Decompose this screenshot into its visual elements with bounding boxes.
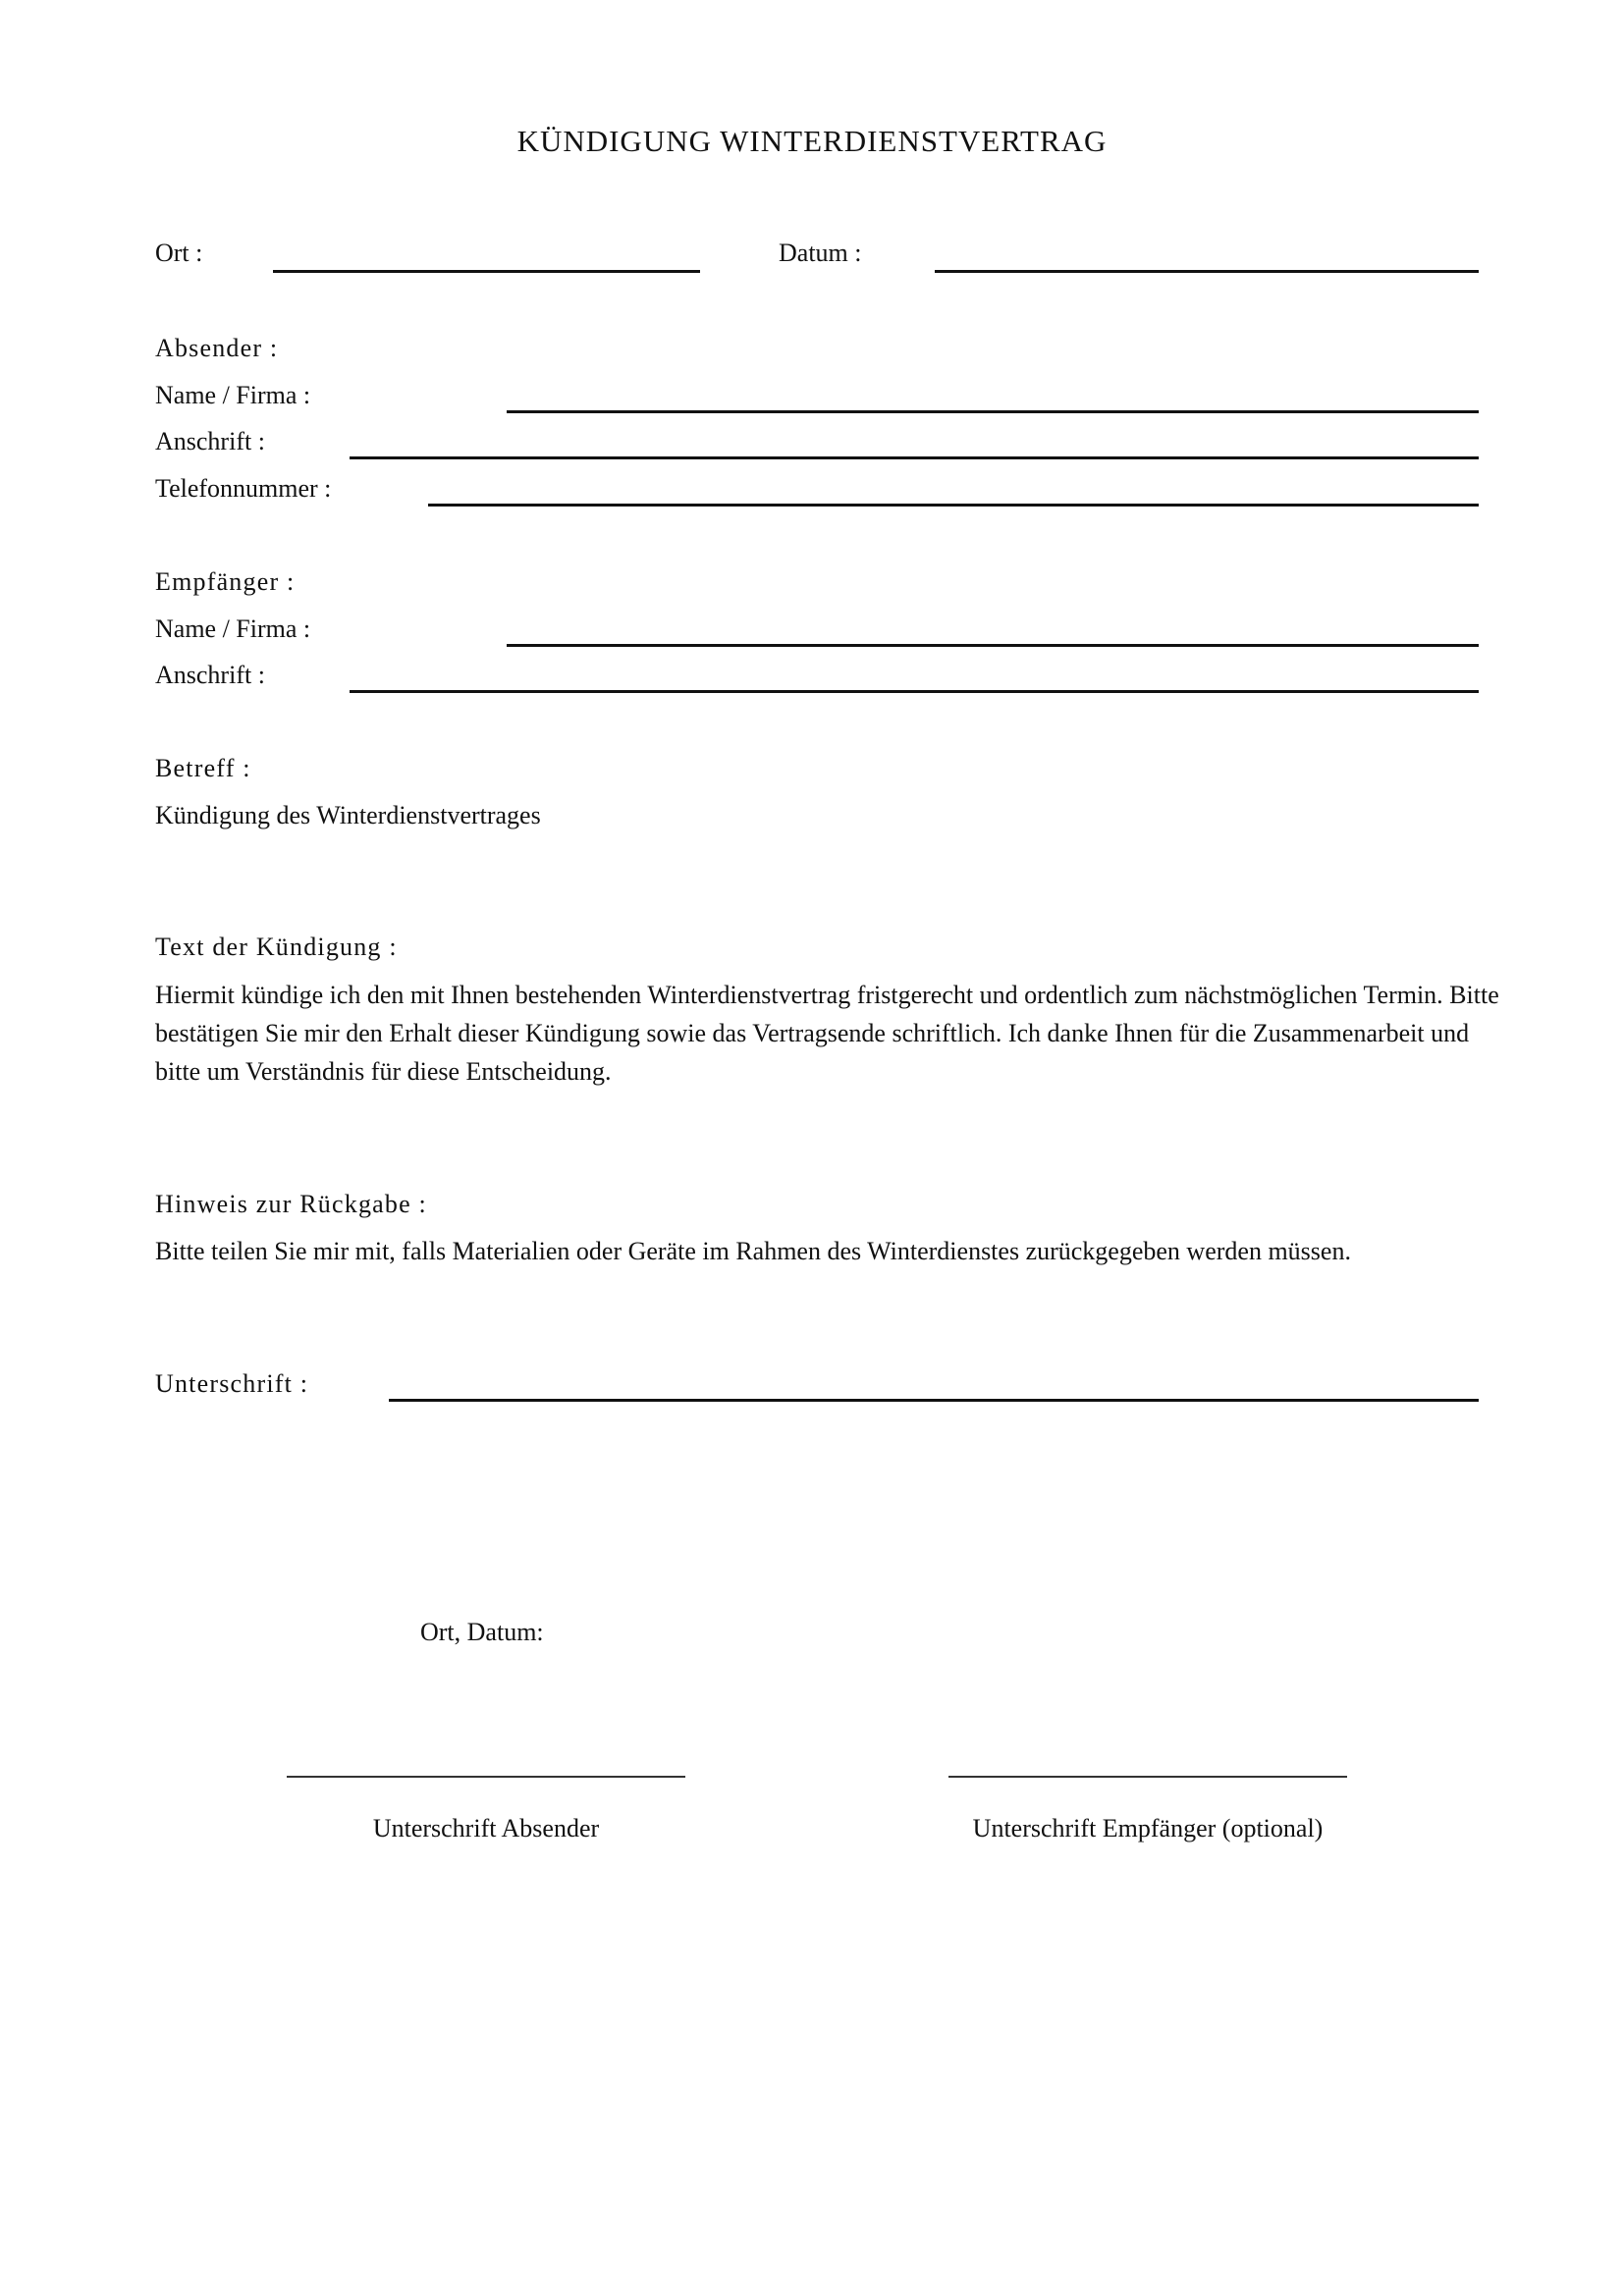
absender-telefon-field[interactable]	[428, 504, 1479, 507]
sig-absender-label: Unterschrift Absender	[372, 1814, 600, 1842]
document-title: KÜNDIGUNG WINTERDIENSTVERTRAG	[516, 124, 1108, 158]
empfaenger-name-field[interactable]	[507, 644, 1479, 647]
kuendigung-heading: Text der Kündigung :	[155, 933, 398, 961]
rueckgabe-text: Bitte teilen Sie mir mit, falls Materialien oder Geräte im Rahmen des Winterdienstes zurückgegeben werden müssen.	[155, 1237, 1351, 1265]
empfaenger-heading: Empfänger :	[155, 567, 296, 596]
datum-field[interactable]	[935, 270, 1479, 273]
rueckgabe-heading: Hinweis zur Rückgabe :	[155, 1190, 427, 1218]
absender-anschrift-field[interactable]	[350, 456, 1479, 459]
empfaenger-anschrift-label: Anschrift :	[155, 661, 265, 689]
footer-ort-datum-label: Ort, Datum:	[420, 1618, 544, 1646]
datum-label: Datum :	[779, 239, 862, 267]
unterschrift-field[interactable]	[389, 1399, 1479, 1402]
ort-field[interactable]	[273, 270, 700, 273]
betreff-text: Kündigung des Winterdienstvertrages	[155, 801, 541, 829]
absender-name-label: Name / Firma :	[155, 381, 311, 409]
empfaenger-anschrift-field[interactable]	[350, 690, 1479, 693]
kuendigung-text: Hiermit kündige ich den mit Ihnen bestehenden Winterdienstvertrag fristgerecht und ordentlich zum nächstmöglichen Termin. Bitte bestätigen Sie mir den Erhalt dieser Kündigung sowie das Vertragsende schriftlich. Ich danke Ihnen für die Zusammenarbeit und bitte um Verständnis für diese Entscheidung.	[155, 981, 1499, 1086]
absender-anschrift-label: Anschrift :	[155, 427, 265, 455]
sig-absender-line[interactable]	[287, 1776, 685, 1778]
sig-empfaenger-line[interactable]	[948, 1776, 1347, 1778]
betreff-heading: Betreff :	[155, 754, 251, 782]
sig-empfaenger-label: Unterschrift Empfänger (optional)	[972, 1814, 1324, 1842]
absender-telefon-label: Telefonnummer :	[155, 474, 332, 503]
ort-label: Ort :	[155, 239, 203, 267]
absender-name-field[interactable]	[507, 410, 1479, 413]
empfaenger-name-label: Name / Firma :	[155, 614, 311, 643]
absender-heading: Absender :	[155, 334, 279, 362]
unterschrift-label: Unterschrift :	[155, 1369, 309, 1398]
